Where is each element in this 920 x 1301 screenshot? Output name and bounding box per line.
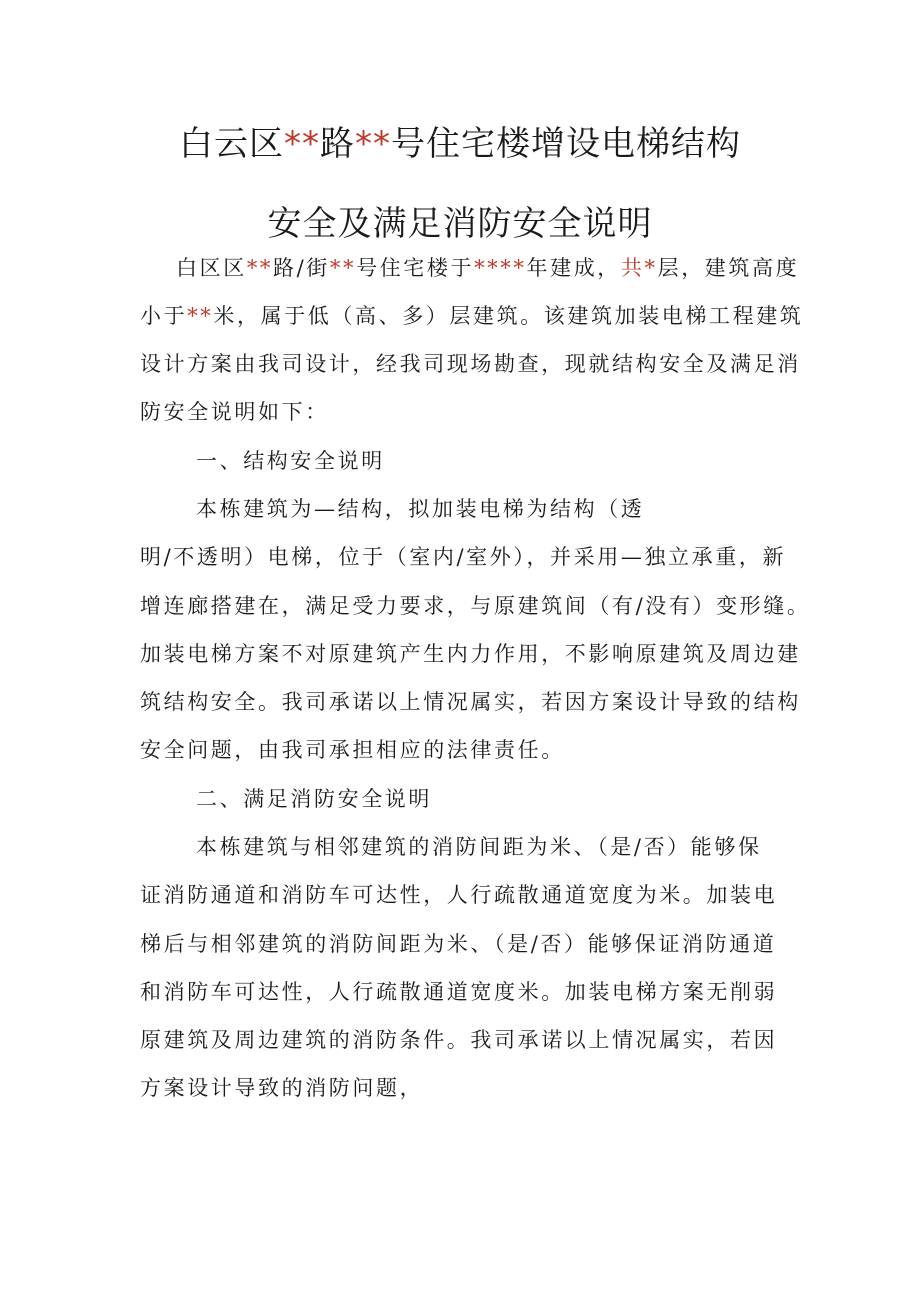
intro-line-3: 设计方案由我司设计，经我司现场勘查，现就结构安全及满足消 — [140, 352, 801, 376]
section-2-line-5: 原建筑及周边建筑的消防条件。我司承诺以上情况属实，若因 — [140, 1028, 778, 1052]
section-2-line-3: 梯后与相邻建筑的消防间距为米、（是/否）能够保证消防通道 — [140, 932, 777, 956]
section-2-line-2: 证消防通道和消防车可达性，人行疏散通道宽度为米。加装电 — [140, 883, 778, 907]
intro-line-1: 白区区**路/街**号住宅楼于****年建成，共*层，建筑高度 — [176, 256, 800, 280]
section-1-line-2: 明/不透明）电梯，位于（室内/室外），并采用—独立承重，新 — [140, 545, 787, 569]
section-2-line-6: 方案设计导致的消防问题， — [140, 1076, 424, 1100]
title-placeholder-road: ** — [284, 124, 320, 164]
section-1-line-4: 加装电梯方案不对原建筑产生内力作用，不影响原建筑及周边建 — [140, 642, 801, 666]
section-1-line-5: 筑结构安全。我司承诺以上情况属实，若因方案设计导致的结构 — [140, 690, 801, 714]
section-2-heading: 二、满足消防安全说明 — [196, 787, 432, 811]
section-2-line-4: 和消防车可达性，人行疏散通道宽度米。加装电梯方案无削弱 — [140, 980, 778, 1004]
section-2-line-1: 本栋建筑与相邻建筑的消防间距为米、（是/否）能够保 — [196, 835, 762, 859]
document-title-line-1: 白云区**路**号住宅楼增设电梯结构 — [179, 124, 741, 164]
title-placeholder-number: ** — [355, 124, 391, 164]
document-title-line-2: 安全及满足消防安全说明 — [267, 204, 653, 244]
section-1-line-3: 增连廊搭建在，满足受力要求，与原建筑间（有/没有）变形缝。 — [140, 594, 811, 618]
section-1-line-6: 安全问题，由我司承担相应的法律责任。 — [140, 738, 565, 762]
intro-line-2: 小于**米，属于低（高、多）层建筑。该建筑加装电梯工程建筑 — [140, 304, 804, 328]
section-1-heading: 一、结构安全说明 — [196, 449, 385, 473]
intro-line-4: 防安全说明如下： — [140, 400, 329, 424]
section-1-line-1: 本栋建筑为—结构，拟加装电梯为结构（透 — [196, 497, 645, 521]
